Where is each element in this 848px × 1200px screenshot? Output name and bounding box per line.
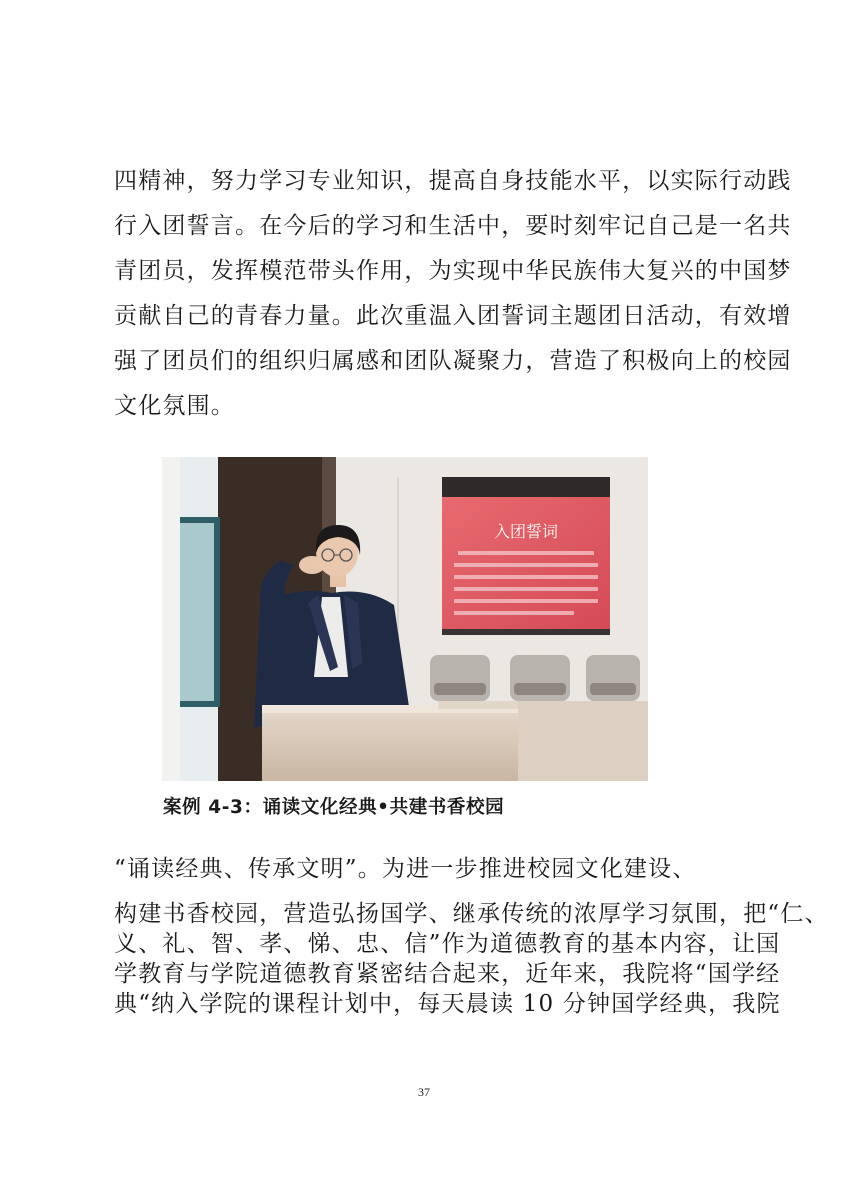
oath-ceremony-photo [162, 457, 648, 781]
paragraph-line: “诵读经典、传承文明”。为进一步推进校园文化建设、 [114, 856, 697, 882]
paragraph-line: 四精神，努力学习专业知识，提高自身技能水平，以实际行动践 [114, 168, 792, 194]
podium [262, 705, 518, 781]
paragraph-line: 青团员，发挥模范带头作用，为实现中华民族伟大复兴的中国梦 [114, 258, 792, 284]
case-caption: 案例 4-3：诵读文化经典•共建书香校园 [163, 797, 505, 818]
screen-title: 入团誓词 [493, 522, 559, 541]
paragraph-line: 构建书香校园，营造弘扬国学、继承传统的浓厚学习氛围，把“仁、 [114, 901, 829, 927]
oath-photo-illustration [162, 457, 648, 781]
paragraph-line: 义、礼、智、孝、悌、忠、信”作为道德教育的基本内容，让国 [114, 931, 781, 957]
paragraph-line: 贡献自己的青春力量。此次重温入团誓词主题团日活动，有效增 [114, 303, 792, 329]
paragraph-line: 行入团誓言。在今后的学习和生活中，要时刻牢记自己是一名共 [114, 213, 792, 239]
paragraph-line: 典“纳入学院的课程计划中，每天晨读 10 分钟国学经典，我院 [114, 991, 781, 1017]
paragraph-line: 强了团员们的组织归属感和团队凝聚力，营造了积极向上的校园 [114, 348, 792, 374]
paragraph-line: 学教育与学院道德教育紧密结合起来，近年来，我院将“国学经 [114, 961, 781, 987]
page-number: 37 [418, 1085, 430, 1099]
paragraph-line: 文化氛围。 [114, 393, 235, 419]
